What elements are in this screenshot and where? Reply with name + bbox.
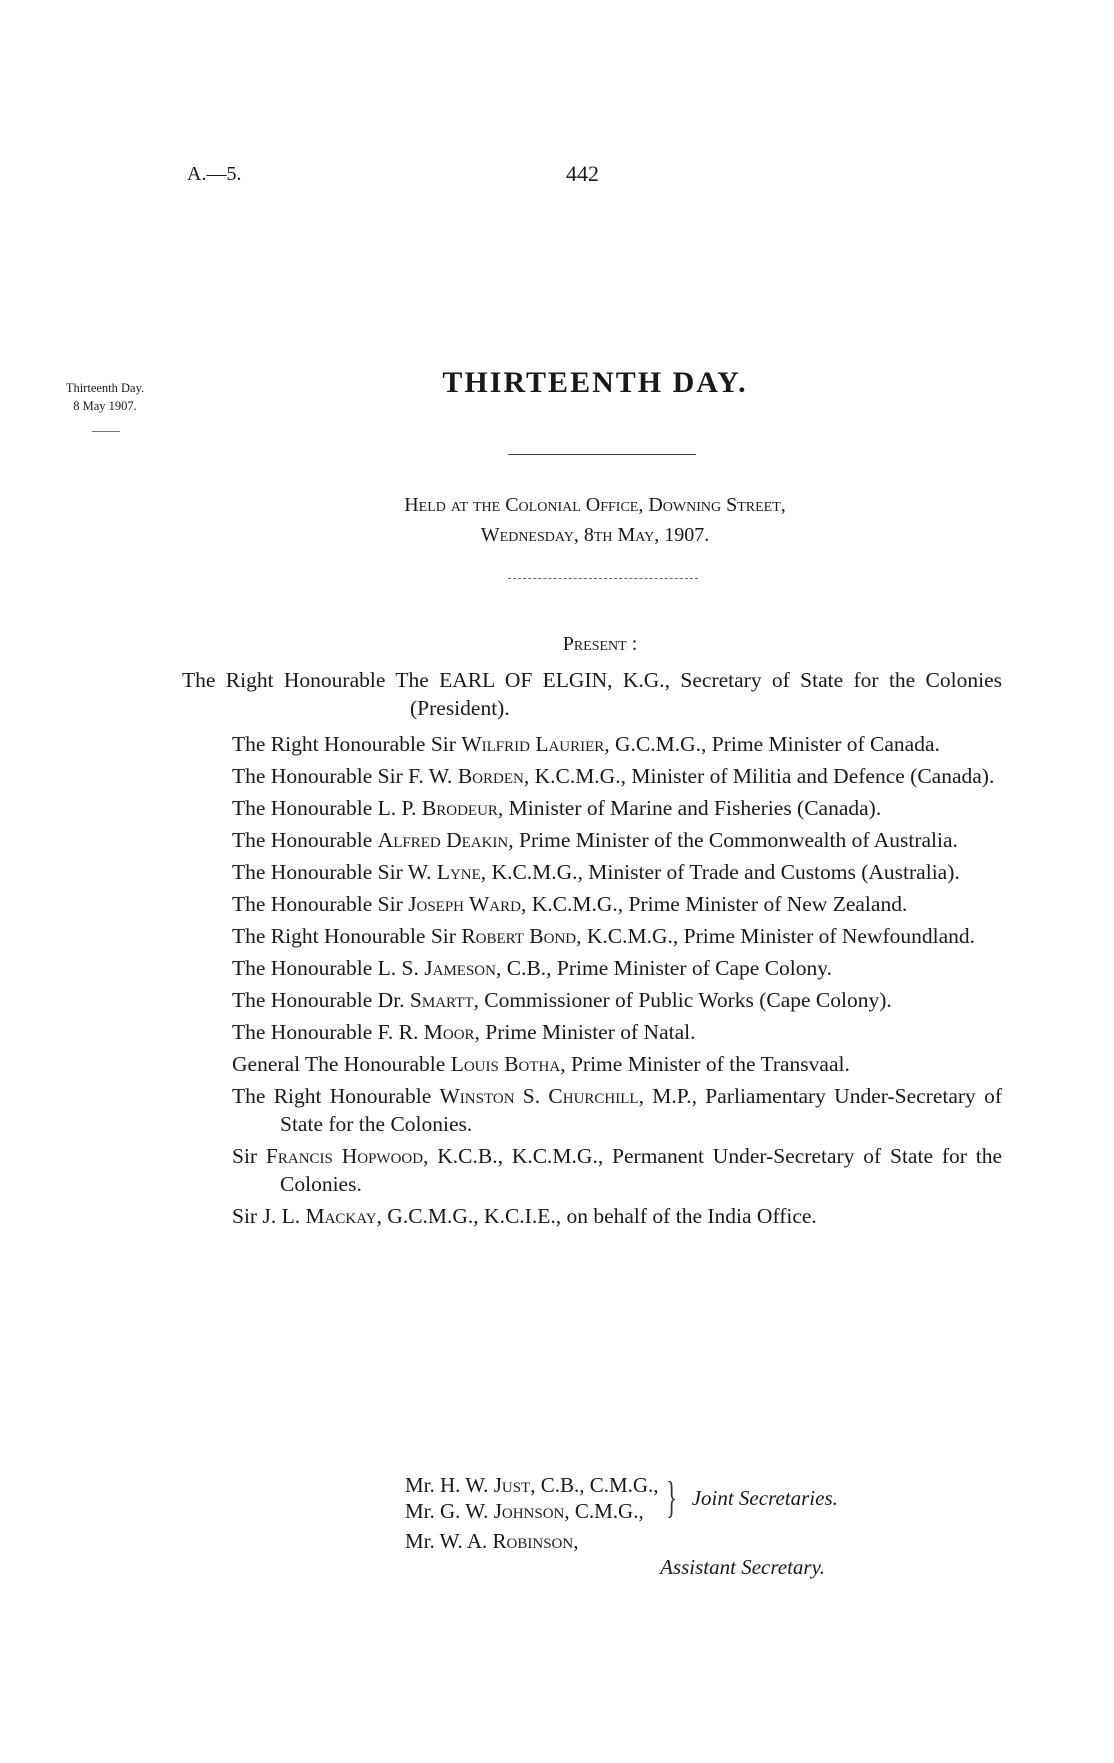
joint-secretaries-role: Joint Secretaries. — [691, 1486, 838, 1510]
attendee-title: , Prime Minister of the Transvaal. — [560, 1052, 850, 1076]
attendee-name: Robert Bond — [461, 924, 577, 948]
attendee-title: , K.C.M.G., Minister of Trade and Customs (Australia). — [480, 860, 960, 884]
attendee-title: , C.B., Prime Minister of Cape Colony. — [495, 956, 833, 980]
attendee-title: , K.C.M.G., Minister of Militia and Defence (Canada). — [523, 764, 995, 788]
attendee-name: Jameson — [424, 956, 496, 980]
attendee-name: Alfred Deakin — [377, 828, 509, 852]
assistant-secretary-role: Assistant Secretary. — [660, 1555, 825, 1579]
attendee-entry — [232, 1082, 1002, 1138]
attendee-name: Borden — [457, 764, 524, 788]
joint-secretaries-names — [405, 1472, 659, 1524]
meeting-location — [280, 490, 910, 550]
attendee-entry — [232, 922, 1002, 950]
attendee-name: Joseph Ward — [408, 892, 521, 916]
attendee-prefix: Sir — [232, 1144, 266, 1168]
attendee-list — [182, 666, 1002, 1234]
attendee-entry — [232, 1018, 1002, 1046]
attendee-entry — [232, 1050, 1002, 1078]
attendee-prefix: General The Honourable — [232, 1052, 451, 1076]
attendee-name: Winston S. Churchill — [439, 1084, 639, 1108]
attendee-title: , K.G., Secretary of State for the Colonies (President). — [410, 668, 1003, 720]
attendee-prefix: The Honourable F. R. — [232, 1020, 424, 1044]
attendee-entry — [232, 826, 1002, 854]
section-divider — [508, 578, 698, 579]
attendee-name: Smartt — [409, 988, 474, 1012]
attendee-title: , K.C.M.G., Prime Minister of Newfoundland. — [576, 924, 976, 948]
attendee-title: , Prime Minister of Natal. — [474, 1020, 696, 1044]
attendee-prefix: The Right Honourable Sir — [232, 732, 462, 756]
document-reference: A.—5. — [187, 163, 242, 185]
attendee-prefix: The Honourable L. S. — [232, 956, 425, 980]
present-heading: Present : — [562, 633, 638, 655]
attendee-title: , C.M.G., — [564, 1499, 644, 1523]
attendee-prefix: Sir J. L. — [232, 1204, 306, 1228]
right-brace: } — [665, 1473, 677, 1522]
attendee-entry — [232, 762, 1002, 790]
attendee-title: , G.C.M.G., Prime Minister of Canada. — [604, 732, 940, 756]
attendee-prefix: The Honourable Sir — [232, 892, 409, 916]
title-divider — [508, 454, 696, 455]
attendee-name: Wilfrid Laurier — [461, 732, 605, 756]
joint-secretaries — [405, 1472, 1005, 1524]
attendee-prefix: Mr. H. W. — [405, 1473, 494, 1497]
attendee-prefix: The Right Honourable — [182, 668, 396, 692]
attendee-name: Brodeur — [421, 796, 498, 820]
attendee-entry — [232, 890, 1002, 918]
attendee-entry — [232, 954, 1002, 982]
margin-note — [40, 379, 170, 415]
page-title: THIRTEENTH DAY. — [442, 366, 748, 399]
attendee-name: Moor — [423, 1020, 475, 1044]
attendee-title: , C.B., C.M.G., — [530, 1473, 659, 1497]
attendee-name: Robinson — [492, 1529, 574, 1553]
attendee-entry — [232, 1142, 1002, 1198]
attendee-entry — [232, 1202, 1002, 1230]
attendee-prefix: Mr. W. A. — [405, 1529, 493, 1553]
attendee-name: Louis Botha — [450, 1052, 561, 1076]
attendee-name: Johnson — [493, 1499, 565, 1523]
meeting-date-line: Wednesday, 8th May, 1907. — [480, 524, 710, 546]
assistant-secretary — [405, 1528, 825, 1580]
attendee-title: , — [573, 1529, 579, 1553]
attendee-name: Mackay — [305, 1204, 377, 1228]
attendee-prefix: The Honourable Sir W. — [232, 860, 437, 884]
attendee-entry — [232, 794, 1002, 822]
attendee-entry — [232, 986, 1002, 1014]
attendee-name: Francis Hopwood — [265, 1144, 424, 1168]
attendee-title: , Prime Minister of the Commonwealth of Australia. — [508, 828, 958, 852]
attendee-title: , Minister of Marine and Fisheries (Canada). — [497, 796, 882, 820]
attendee-prefix: Mr. G. W. — [405, 1499, 494, 1523]
attendee-title: , K.C.M.G., Prime Minister of New Zealand. — [520, 892, 908, 916]
attendee-entry — [232, 730, 1002, 758]
attendee-title: , Commissioner of Public Works (Cape Colony). — [473, 988, 892, 1012]
attendee-prefix: The Honourable Dr. — [232, 988, 410, 1012]
attendee-name: Just — [493, 1473, 531, 1497]
attendee-prefix: The Right Honourable Sir — [232, 924, 462, 948]
attendee-name: The EARL OF ELGIN — [395, 668, 608, 692]
attendee-president — [182, 666, 1002, 722]
attendee-entry — [232, 858, 1002, 886]
attendee-name: Lyne — [436, 860, 481, 884]
attendee-prefix: The Honourable — [232, 828, 378, 852]
margin-note-rule — [92, 431, 120, 432]
margin-note-date: 8 May 1907. — [73, 399, 137, 413]
attendee-prefix: The Right Honourable — [232, 1084, 440, 1108]
secretary-line — [405, 1472, 659, 1498]
secretary-line — [405, 1528, 825, 1554]
page-number: 442 — [566, 161, 599, 186]
attendee-title: , M.P., Parliamentary Under-Secretary of State for the Colonies. — [280, 1084, 1002, 1136]
attendee-title: , G.C.M.G., K.C.I.E., on behalf of the India Office. — [376, 1204, 817, 1228]
margin-note-day: Thirteenth Day. — [65, 381, 145, 395]
meeting-location-line: Held at the Colonial Office, Downing Street, — [404, 494, 786, 516]
secretary-line — [405, 1498, 659, 1524]
attendee-prefix: The Honourable Sir F. W. — [232, 764, 458, 788]
attendee-title: , K.C.B., K.C.M.G., Permanent Under-Secretary of State for the Colonies. — [280, 1144, 1002, 1196]
attendee-prefix: The Honourable L. P. — [232, 796, 422, 820]
